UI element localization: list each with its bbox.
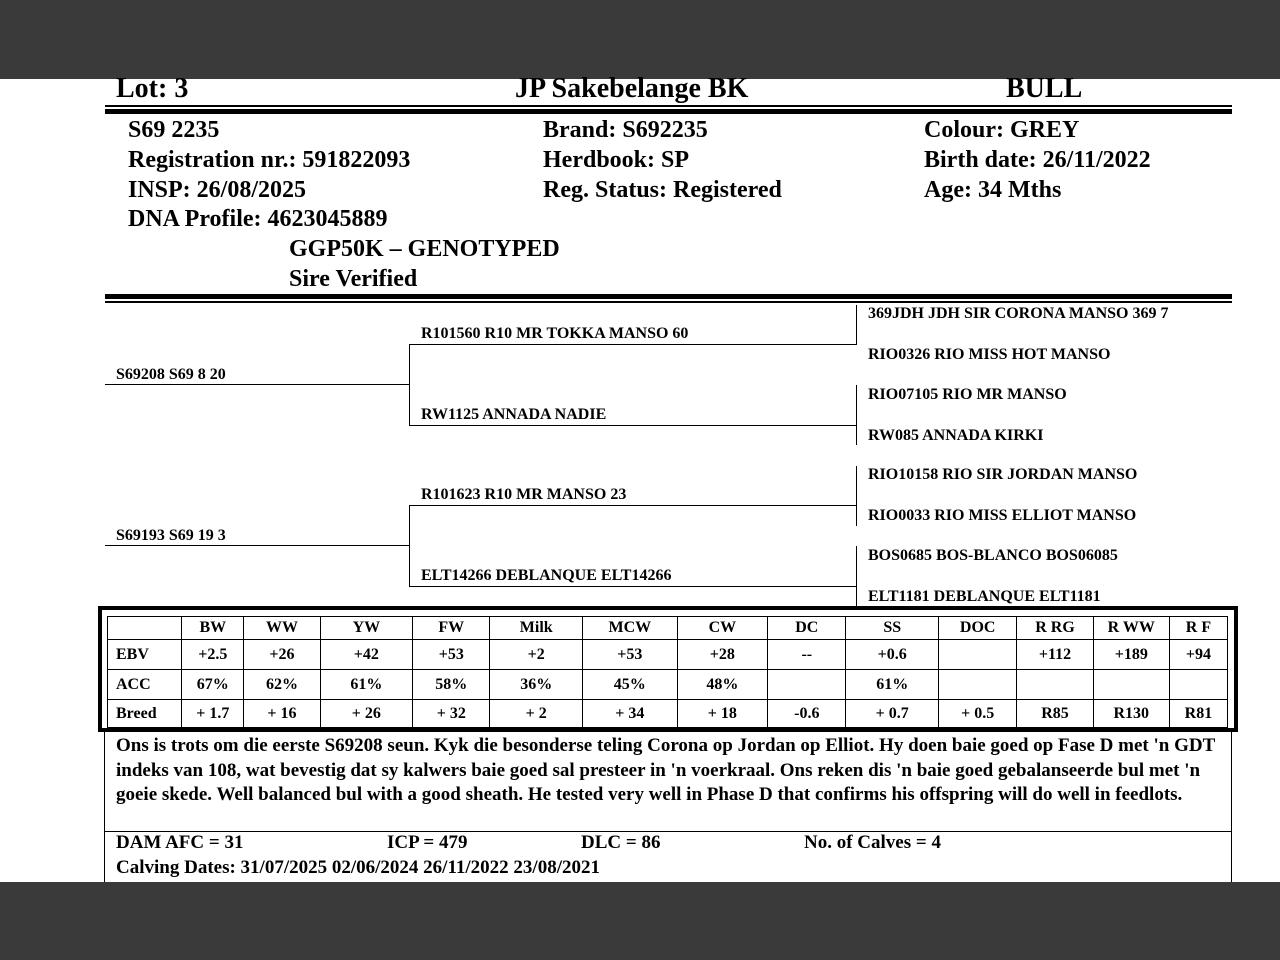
- pedigree-great-grandparent: RIO0326 RIO MISS HOT MANSO: [868, 346, 1111, 363]
- pedigree-great-grandparent: 369JDH JDH SIR CORONA MANSO 369 7: [868, 305, 1169, 322]
- table-cell: R81: [1169, 700, 1227, 728]
- pedigree-line: [856, 546, 857, 606]
- table-cell: [1093, 670, 1169, 700]
- table-row: [108, 640, 1228, 670]
- pedigree-great-grandparent: ELT1181 DEBLANQUE ELT1181: [868, 588, 1101, 605]
- table-cell: 45%: [583, 670, 678, 700]
- viewer-top-bar: [0, 0, 1280, 79]
- pedigree-line: [409, 505, 856, 506]
- ebv-header-row: [108, 617, 1228, 640]
- table-cell: -0.6: [768, 700, 846, 728]
- colour: Colour: GREY: [924, 117, 1080, 143]
- table-cell: +112: [1017, 640, 1093, 670]
- dam-afc: DAM AFC = 31: [116, 832, 244, 853]
- comments-divider: [105, 831, 1232, 832]
- table-cell: + 2: [490, 700, 583, 728]
- pedigree-great-grandparent: BOS0685 BOS-BLANCO BOS06085: [868, 547, 1118, 564]
- table-cell: [768, 670, 846, 700]
- table-cell: + 16: [244, 700, 320, 728]
- number-of-calves: No. of Calves = 4: [804, 832, 941, 853]
- table-cell: + 32: [413, 700, 490, 728]
- table-cell: 58%: [413, 670, 490, 700]
- table-cell: [939, 640, 1017, 670]
- sire-verified: Sire Verified: [289, 266, 418, 292]
- age: Age: 34 Mths: [924, 177, 1062, 203]
- brand: Brand: S692235: [543, 117, 708, 143]
- pedigree-sire-dam: RW1125 ANNADA NADIE: [421, 406, 607, 423]
- table-cell: 61%: [846, 670, 939, 700]
- registration-status: Reg. Status: Registered: [543, 177, 782, 203]
- pedigree-line: [856, 466, 857, 526]
- table-cell: +0.6: [846, 640, 939, 670]
- table-cell: +26: [244, 640, 320, 670]
- pedigree-line: [409, 344, 856, 345]
- pedigree-great-grandparent: RW085 ANNADA KIRKI: [868, 427, 1044, 444]
- pedigree-line: [409, 586, 856, 587]
- table-cell: + 1.7: [182, 700, 244, 728]
- table-cell: [939, 670, 1017, 700]
- table-cell: +2.5: [182, 640, 244, 670]
- table-cell: 61%: [320, 670, 413, 700]
- pedigree-great-grandparent: RIO10158 RIO SIR JORDAN MANSO: [868, 466, 1138, 483]
- table-cell: +2: [490, 640, 583, 670]
- pedigree-line: [856, 305, 857, 345]
- ebv-table: [107, 616, 1228, 728]
- pedigree-sire: S69208 S69 8 20: [116, 366, 226, 383]
- table-cell: [1169, 670, 1227, 700]
- table-cell: +53: [583, 640, 678, 670]
- table-cell: 48%: [677, 670, 768, 700]
- table-header: [108, 617, 182, 640]
- table-cell: +28: [677, 640, 768, 670]
- dna-profile: DNA Profile: 4623045889: [128, 206, 388, 232]
- header-rule-thin: [105, 105, 1232, 107]
- table-row: [108, 700, 1228, 728]
- table-header: MCW: [583, 617, 678, 640]
- table-header: R RG: [1017, 617, 1093, 640]
- calving-dates: Calving Dates: 31/07/2025 02/06/2024 26/11/2022 23/08/2021: [116, 857, 600, 878]
- dlc: DLC = 86: [581, 832, 661, 853]
- pedigree-line: [409, 425, 856, 426]
- table-cell: 67%: [182, 670, 244, 700]
- viewer-bottom-bar: [0, 882, 1280, 960]
- box-border-right: [1231, 732, 1232, 882]
- table-header: DOC: [939, 617, 1017, 640]
- table-cell: +53: [413, 640, 490, 670]
- table-cell: + 26: [320, 700, 413, 728]
- table-cell: + 18: [677, 700, 768, 728]
- pedigree-great-grandparent: RIO0033 RIO MISS ELLIOT MANSO: [868, 507, 1137, 524]
- table-cell: R85: [1017, 700, 1093, 728]
- animal-id: S69 2235: [128, 117, 220, 143]
- box-border-left: [104, 732, 105, 882]
- info-rule-thick: [105, 294, 1232, 299]
- animal-sex: BULL: [1006, 73, 1083, 104]
- table-header: Milk: [490, 617, 583, 640]
- table-header: SS: [846, 617, 939, 640]
- table-cell: +42: [320, 640, 413, 670]
- table-cell: R130: [1093, 700, 1169, 728]
- table-cell: + 0.5: [939, 700, 1017, 728]
- pedigree-line: [105, 384, 409, 385]
- table-cell: + 0.7: [846, 700, 939, 728]
- table-header: YW: [320, 617, 413, 640]
- lot-sheet: [0, 73, 1280, 882]
- row-label: EBV: [108, 640, 182, 670]
- owner-name: JP Sakebelange BK: [515, 73, 749, 104]
- table-header: DC: [768, 617, 846, 640]
- pedigree-line: [409, 344, 410, 426]
- pedigree-line: [856, 385, 857, 445]
- table-cell: +189: [1093, 640, 1169, 670]
- pedigree-line: [409, 505, 410, 587]
- comments-text: Ons is trots om die eerste S69208 seun. Kyk die besonderse teling Corona op Jordan op Elliot. Hy doen baie goed op Fase D met 'n GDT indeks van 108, wat bevestig dat sy kalwers baie goed sal presteer in 'n voerkraal. Ons reken dis 'n baie goed gebalanseerde bul met 'n goeie skede. Well balanced bul with a good sheath. He tested very well in Phase D that confirms his offspring will do well in feedlots.: [116, 735, 1215, 805]
- birth-date: Birth date: 26/11/2022: [924, 147, 1151, 173]
- table-cell: +94: [1169, 640, 1227, 670]
- herdbook: Herdbook: SP: [543, 147, 690, 173]
- table-cell: [1017, 670, 1093, 700]
- lot-number: Lot: 3: [116, 73, 189, 104]
- table-header: CW: [677, 617, 768, 640]
- row-label: Breed: [108, 700, 182, 728]
- table-header: R F: [1169, 617, 1227, 640]
- table-cell: 36%: [490, 670, 583, 700]
- table-header: FW: [413, 617, 490, 640]
- table-cell: 62%: [244, 670, 320, 700]
- table-cell: --: [768, 640, 846, 670]
- icp: ICP = 479: [387, 832, 468, 853]
- table-row: [108, 670, 1228, 700]
- table-header: BW: [182, 617, 244, 640]
- table-cell: + 34: [583, 700, 678, 728]
- table-header: WW: [244, 617, 320, 640]
- header-rule-thick: [105, 109, 1232, 114]
- registration-number: Registration nr.: 591822093: [128, 147, 411, 173]
- row-label: ACC: [108, 670, 182, 700]
- pedigree-dam-dam: ELT14266 DEBLANQUE ELT14266: [421, 567, 672, 584]
- info-rule-thin: [105, 301, 1232, 303]
- genotyped-status: GGP50K – GENOTYPED: [289, 236, 560, 262]
- table-header: R WW: [1093, 617, 1169, 640]
- pedigree-line: [105, 545, 409, 546]
- pedigree-dam: S69193 S69 19 3: [116, 527, 226, 544]
- pedigree-great-grandparent: RIO07105 RIO MR MANSO: [868, 386, 1067, 403]
- pedigree-dam-sire: R101623 R10 MR MANSO 23: [421, 486, 627, 503]
- inspection-date: INSP: 26/08/2025: [128, 177, 307, 203]
- pedigree-sire-sire: R101560 R10 MR TOKKA MANSO 60: [421, 325, 689, 342]
